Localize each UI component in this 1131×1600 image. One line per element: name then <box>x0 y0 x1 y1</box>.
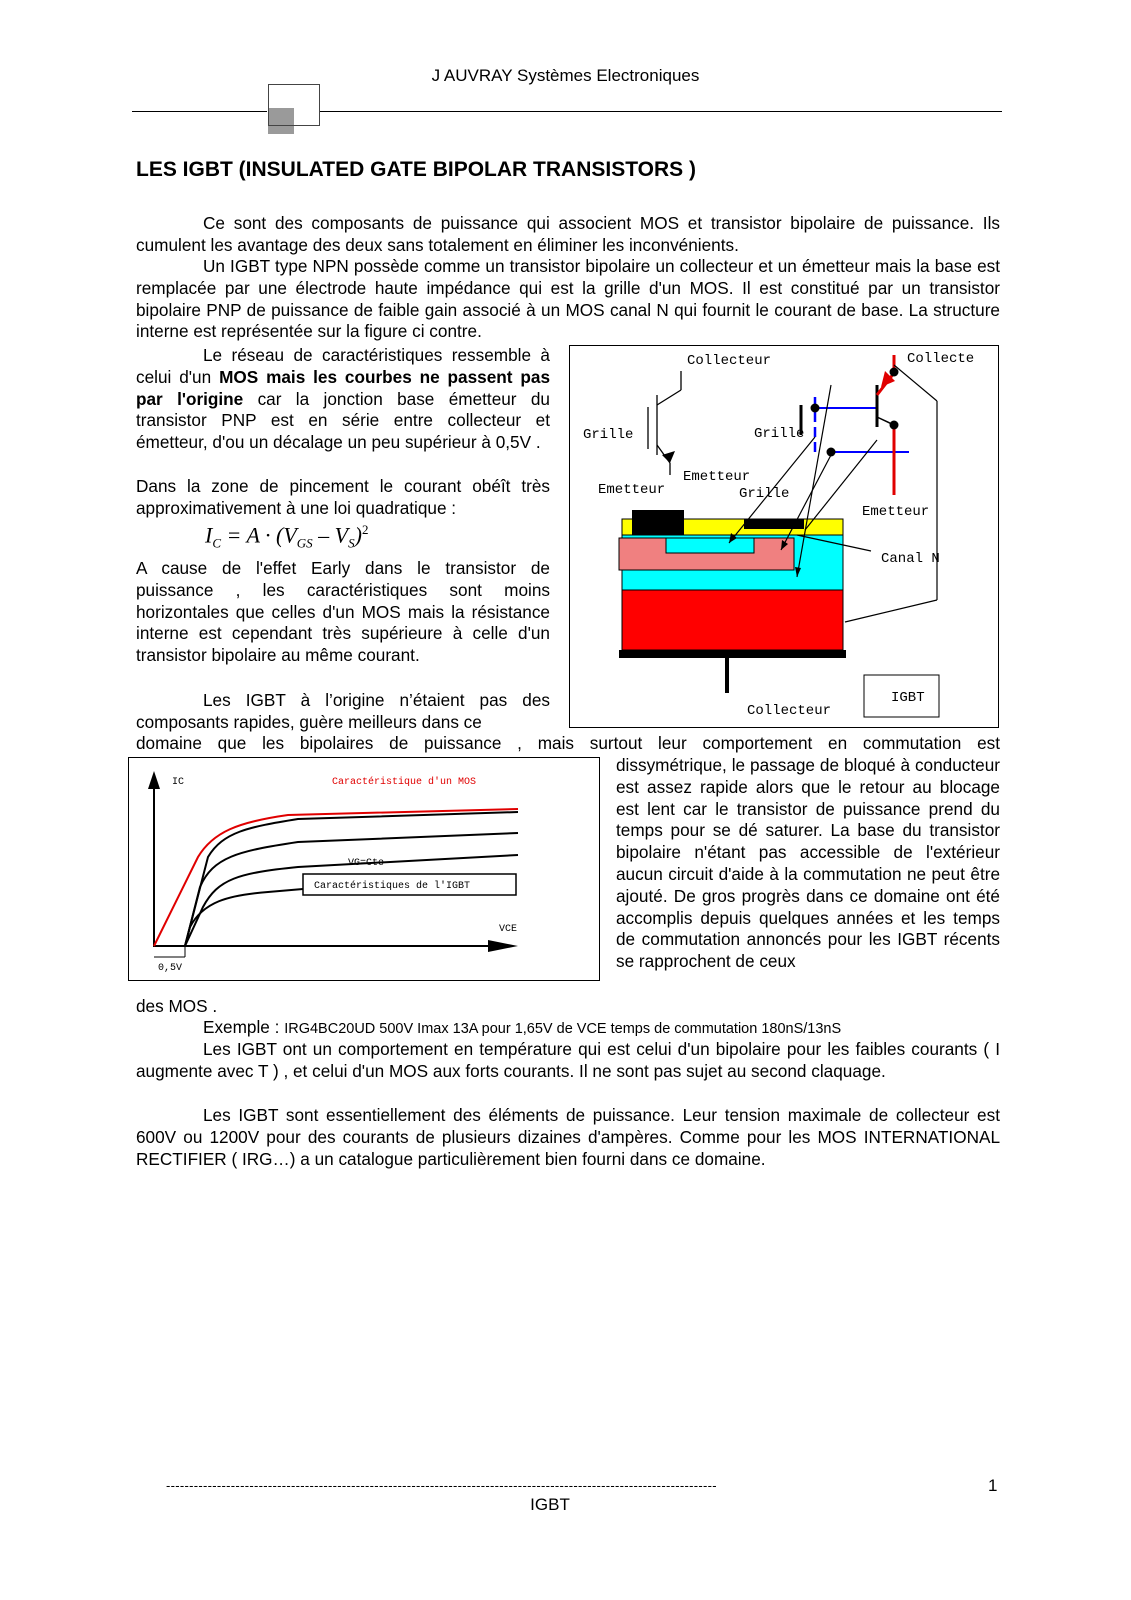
paragraph-intro <box>136 213 1000 257</box>
footer-document-name: IGBT <box>530 1495 570 1514</box>
chart-annotation-vg: VG=Cte <box>348 858 385 869</box>
igbt-structure-figure <box>569 345 999 728</box>
igbt-characteristics-chart <box>128 757 600 981</box>
paragraph-structure-text: Un IGBT type NPN possède comme un transistor bipolaire un collecteur et un émetteur mais la base est remplacée par une électrode haute impédance qui est la grille d'un MOS. Il est constitué par un transistor bipolaire PNP de puissance de faible gain associé à un MOS canal N qui fournit le courant de base. La structure interne est représentée sur la figure ci contre. <box>136 256 1000 342</box>
paragraph-characteristics-text-c: car la jonction base émetteur du transistor PNP est en série entre collecteur et émetteur, d'ou un décalage un peu supérieur à 0,5V . <box>136 388 550 453</box>
header-rule-right <box>320 111 1002 112</box>
paragraph-example <box>136 1017 1036 1041</box>
paragraph-speed-d <box>136 996 536 1018</box>
paragraph-temperature-text: Les IGBT ont un comportement en température qui est celui d'un bipolaire pour les faibles courants ( I augmente avec T ) , et celui d'un MOS aux forts courants. Il ne sont pas sujet au second claquage. <box>136 1039 1000 1081</box>
paragraph-characteristics <box>136 345 550 454</box>
paragraph-characteristics-bold: MOS mais les courbes ne passent pas par l'origine <box>136 366 550 409</box>
paragraph-early-effect <box>136 558 550 667</box>
label-emetteur-left: Emetteur <box>598 482 666 498</box>
paragraph-power <box>136 1105 1000 1170</box>
paragraph-intro-text: Ce sont des composants de puissance qui associent MOS et transistor bipolaire de puissance. Ils cumulent les avantage des deux sans totalement en éliminer les inconvénients. <box>136 213 1000 255</box>
paragraph-temperature <box>136 1039 1000 1083</box>
page-title: LES IGBT (INSULATED GATE BIPOLAR TRANSISTORS ) <box>136 158 697 181</box>
footer-page-number: 1 <box>988 1476 998 1495</box>
label-canal-n: Canal N <box>881 551 940 567</box>
example-text: IRG4BC20UD 500V Imax 13A pour 1,65V de VCE temps de commutation 180nS/13nS <box>284 1021 842 1037</box>
page-header-title: J AUVRAY Systèmes Electroniques <box>431 66 700 85</box>
label-igbt-box: IGBT <box>891 690 925 706</box>
label-collecteur-bottom: Collecteur <box>747 703 832 719</box>
label-grille-low: Grille <box>739 486 790 502</box>
header-logo-square-outline <box>268 84 320 126</box>
paragraph-characteristics-text-a: Le réseau de caractéristiques ressemble à celui d'un <box>136 345 550 387</box>
paragraph-speed-b <box>136 733 1000 755</box>
paragraph-speed-text-b: domaine que les bipolaires de puissance , mais surtout leur comportement en commutation est <box>136 733 1000 753</box>
chart-xlabel: VCE <box>499 924 518 935</box>
quadratic-formula: $I_C = A \cdot (V_{GS} - V_S)^2$ <box>205 522 369 551</box>
chart-ylabel: IC <box>172 777 185 788</box>
paragraph-speed-c <box>616 755 1000 973</box>
chart-annotation-mos: Caractéristique d'un MOS <box>332 777 477 788</box>
paragraph-speed-a <box>136 690 550 734</box>
label-emetteur-right: Emetteur <box>862 504 930 520</box>
header-rule-left <box>132 111 267 112</box>
label-emetteur-mid: Emetteur <box>683 469 751 485</box>
paragraph-pinch-zone-text: Dans la zone de pincement le courant obéît très approximativement à une loi quadratique : <box>136 476 550 518</box>
paragraph-structure <box>136 256 1000 343</box>
example-label: Exemple : <box>203 1017 285 1037</box>
layer-collector-metal <box>619 650 846 658</box>
label-collecteur-top: Collecteur <box>687 353 772 369</box>
paragraph-speed-text-c: dissymétrique, le passage de bloqué à conducteur est assez rapide alors que le retour au blocage est lent car le transistor de puissance prend du temps pour se dé saturer. La base du transistor bipolaire n'étant pas accessible de l'extérieur aucun circuit d'aide à la commutation ne peut être ajouté. De gros progrès dans ce domaine ont été accomplis depuis quelques années et les temps de commutation annoncés pour les IGBT récents se rapprochent de ceux <box>616 755 1000 972</box>
layer-red-substrate <box>622 590 843 650</box>
paragraph-speed-text-a: Les IGBT à l’origine n’étaient pas des composants rapides, guère meilleurs dans ce <box>136 690 550 732</box>
paragraph-early-effect-text: A cause de l'effet Early dans le transistor de puissance , les caractéristiques sont moins horizontales que celles d'un MOS mais la résistance interne est cependant très supérieure à celle d'un transistor bipolaire au même courant. <box>136 558 550 666</box>
chart-annotation-threshold: 0,5V <box>158 963 183 974</box>
footer-dash-rule: ----------------------------------------------------------------------------------------------------------------------- <box>166 1478 717 1493</box>
paragraph-power-text: Les IGBT sont essentiellement des éléments de puissance. Leur tension maximale de collecteur est 600V ou 1200V pour des courants de plusieurs dizaines d'ampères. Comme pour les MOS INTERNATIONAL RECTIFIER ( IRG…) a un catalogue particulièrement bien fourni dans ce domaine. <box>136 1105 1000 1169</box>
label-grille-mid: Grille <box>754 426 805 442</box>
paragraph-pinch-zone <box>136 476 550 520</box>
label-collecteur-right: Collecte <box>907 351 975 367</box>
paragraph-speed-text-d: des MOS . <box>136 996 218 1016</box>
label-grille-left: Grille <box>583 427 634 443</box>
chart-annotation-igbt: Caractéristiques de l'IGBT <box>314 881 471 892</box>
emitter-contact <box>632 510 684 535</box>
layer-cyan-channel <box>666 538 754 553</box>
